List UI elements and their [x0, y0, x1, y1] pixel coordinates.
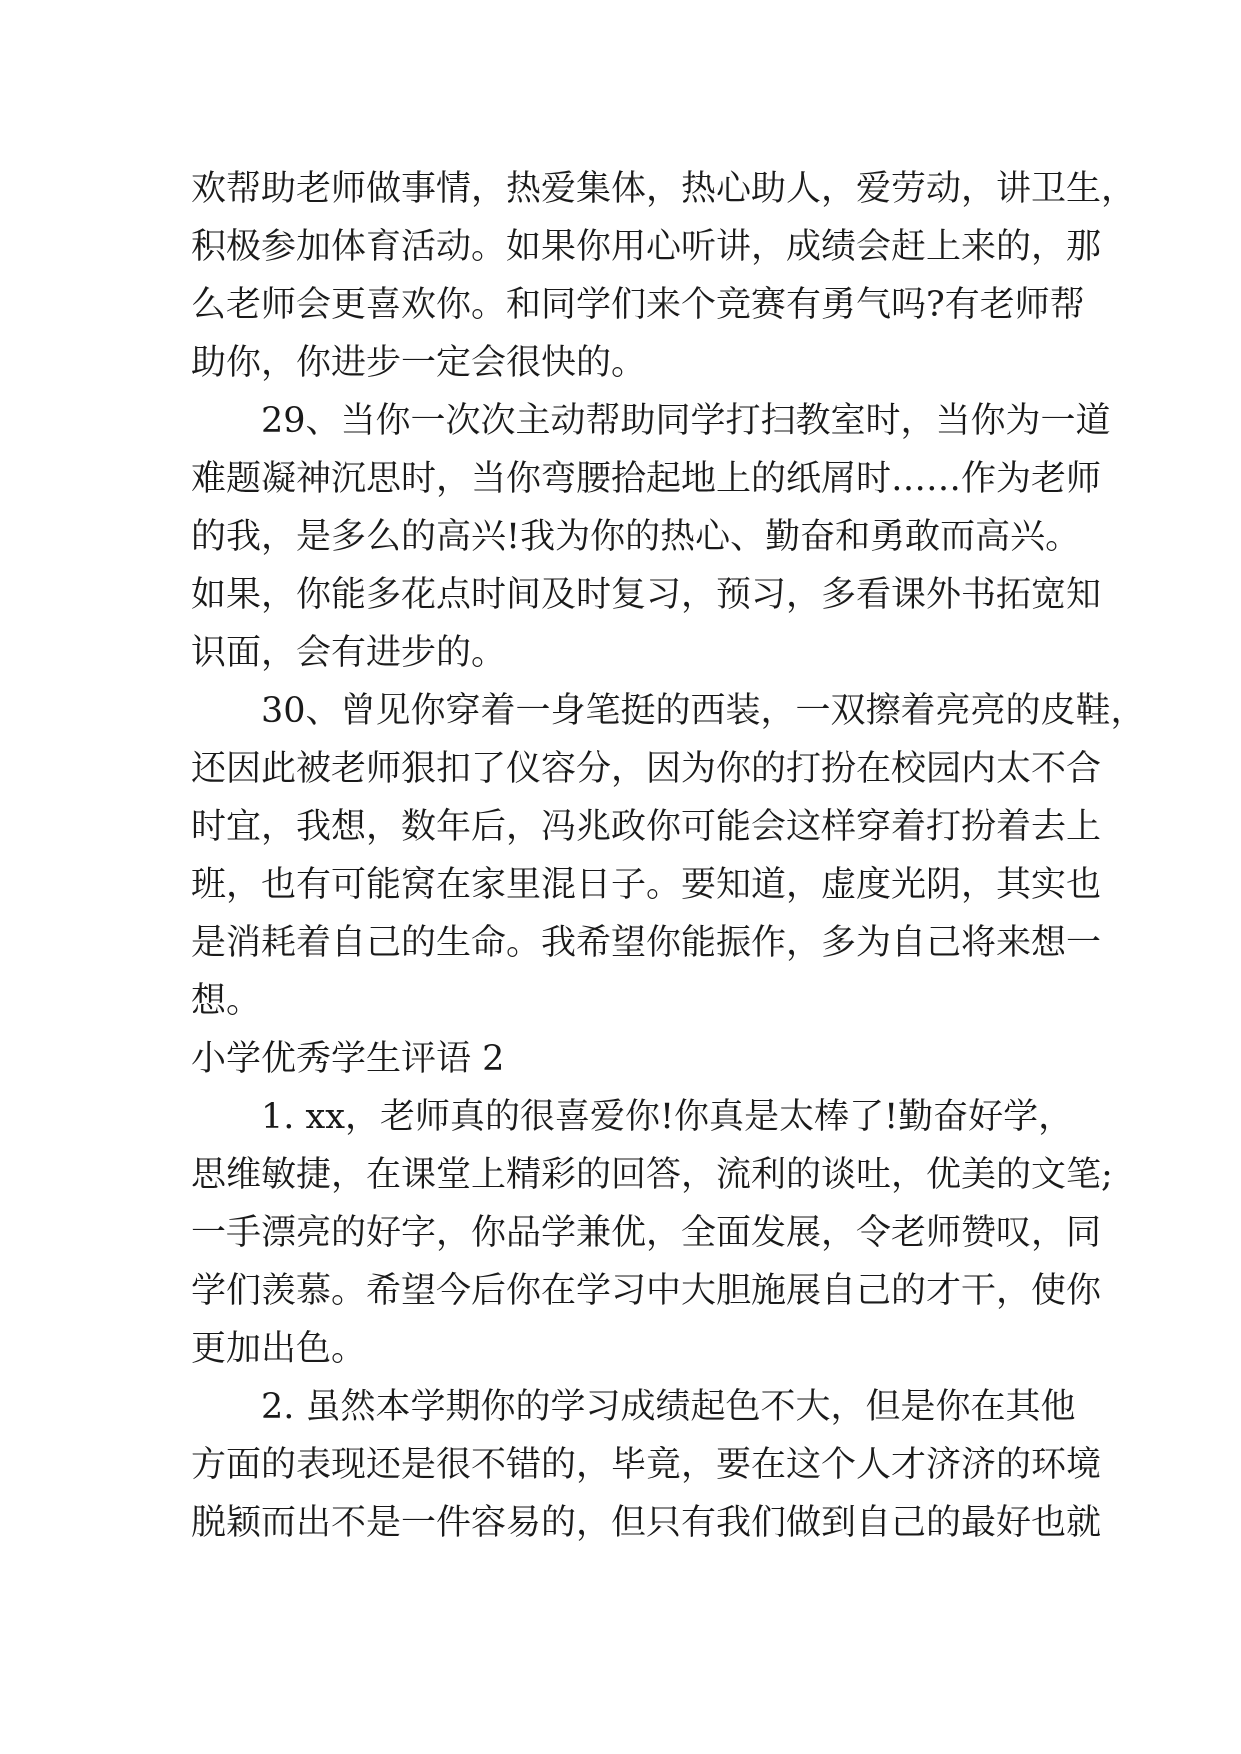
- text-line: 学们羡慕。希望今后你在学习中大胆施展自己的才干，使你: [191, 1271, 1102, 1311]
- text-line: 是消耗着自己的生命。我希望你能振作，多为自己将来想一: [191, 923, 1102, 963]
- paragraph-2-start: 2. 虽然本学期你的学习成绩起色不大，但是你在其他: [261, 1387, 1076, 1427]
- document-body: [191, 160, 1146, 1552]
- text-line: 想。: [191, 981, 262, 1021]
- section-heading: 小学优秀学生评语 2: [191, 1039, 505, 1079]
- text-line: 还因此被老师狠扣了仪容分，因为你的打扮在校园内太不合: [191, 749, 1102, 789]
- text-line: 班，也有可能窝在家里混日子。要知道，虚度光阴，其实也: [191, 865, 1102, 905]
- text-line: 难题凝神沉思时，当你弯腰拾起地上的纸屑时……作为老师: [191, 459, 1102, 499]
- paragraph-29-start: 29、当你一次次主动帮助同学打扫教室时，当你为一道: [261, 401, 1111, 441]
- text-line: 如果，你能多花点时间及时复习，预习，多看课外书拓宽知: [191, 575, 1102, 615]
- text-line: 助你，你进步一定会很快的。: [191, 343, 647, 383]
- text-line: 更加出色。: [191, 1329, 367, 1369]
- text-line: 脱颖而出不是一件容易的，但只有我们做到自己的最好也就: [191, 1503, 1102, 1543]
- text-line: 方面的表现还是很不错的，毕竟，要在这个人才济济的环境: [191, 1445, 1102, 1485]
- text-line: 积极参加体育活动。如果你用心听讲，成绩会赶上来的，那: [191, 227, 1102, 267]
- text-line: 一手漂亮的好字，你品学兼优，全面发展，令老师赞叹，同: [191, 1213, 1102, 1253]
- text-line: 的我，是多么的高兴!我为你的热心、勤奋和勇敢而高兴。: [191, 517, 1081, 557]
- text-line: 识面，会有进步的。: [191, 633, 507, 673]
- paragraph-1-start: 1. xx，老师真的很喜爱你!你真是太棒了!勤奋好学，: [261, 1097, 1074, 1137]
- text-line: 么老师会更喜欢你。和同学们来个竞赛有勇气吗?有老师帮: [191, 285, 1085, 325]
- text-line: 欢帮助老师做事情，热爱集体，热心助人，爱劳动，讲卫生，: [191, 169, 1137, 209]
- text-line: 思维敏捷，在课堂上精彩的回答，流利的谈吐，优美的文笔;: [191, 1155, 1113, 1195]
- text-line: 时宜，我想，数年后，冯兆政你可能会这样穿着打扮着去上: [191, 807, 1102, 847]
- paragraph-30-start: 30、曾见你穿着一身笔挺的西装，一双擦着亮亮的皮鞋，: [261, 691, 1146, 731]
